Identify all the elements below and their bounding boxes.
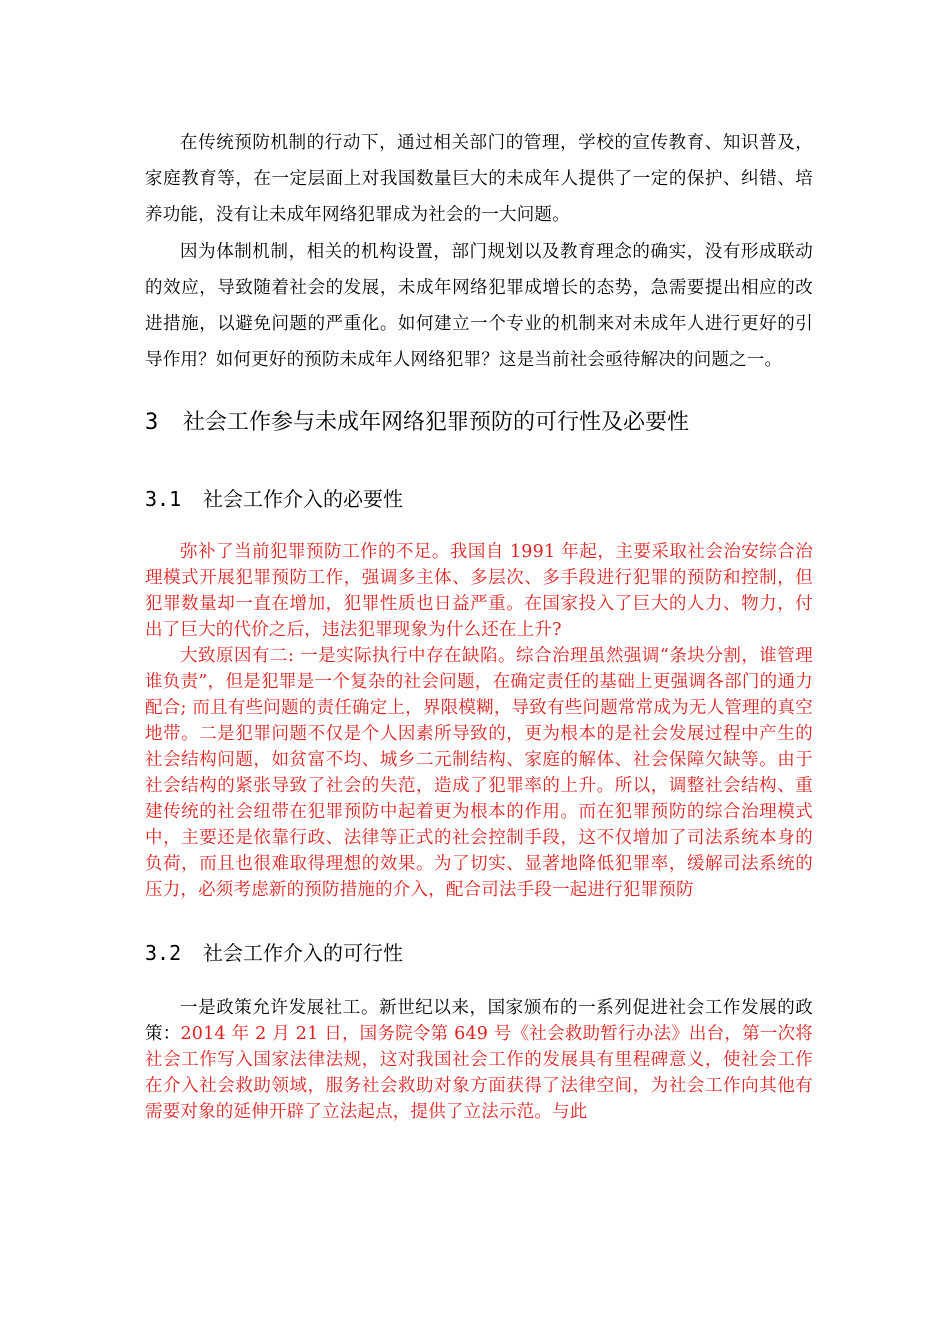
paragraph-policy-support: [145, 995, 813, 1125]
paragraph-policy-support-intro: 一是政策允许发展社工。新世纪以来，国家颁布的一系列促进社会工作发展的政策：: [145, 998, 813, 1045]
heading-section-3-1-title: 社会工作介入的必要性: [203, 487, 403, 512]
heading-section-3-2: [145, 939, 813, 967]
heading-section-3-2-title: 社会工作介入的可行性: [203, 941, 403, 966]
page-content: [145, 125, 813, 1125]
heading-section-3-title: 社会工作参与未成年网络犯罪预防的可行性及必要性: [183, 410, 690, 436]
heading-section-3: [145, 408, 813, 438]
heading-section-3-1-number: 3.1: [145, 487, 182, 512]
paragraph-two-reasons: 大致原因有二: 一是实际执行中存在缺陷。综合治理虽然强调“条块分割，谁管理谁负责”，但是犯罪是一个复杂的社会问题，在确定责任的基础上更强调各部门的通力配合; 而且有些问题的责任确定上，界限模糊，导致有些问题常常成为无人管理的真空地带。二是犯罪问题不仅是个人因素所导致的，更为根本的是社会发展过程中产生的社会结构问题，如贫富不均、城乡二元制结构、家庭的解体、社会保障欠缺等。由于社会结构的紧张导致了社会的失范，造成了犯罪率的上升。所以，调整社会结构、重建传统的社会纽带在犯罪预防中起着更为根本的作用。而在犯罪预防的综合治理模式中，主要还是依靠行政、法律等正式的社会控制手段，这不仅增加了司法系统本身的负荷，而且也很难取得理想的效果。为了切实、显著地降低犯罪率，缓解司法系统的压力，必须考虑新的预防措施的介入，配合司法手段一起进行犯罪预防: [145, 646, 813, 901]
heading-section-3-2-number: 3.2: [145, 941, 182, 966]
paragraph-policy-support-highlight: 2014 年 2 月 21 日，国务院令第 649 号《社会救助暂行办法》出台，第一次将社会工作写入国家法律法规，这对我国社会工作的发展具有里程碑意义，使社会工作在介入社会救助领域，服务社会救助对象方面获得了法律空间，为社会工作向其他有需要对象的延伸开辟了立法起点，提供了立法示范。与此: [145, 1024, 814, 1123]
paragraph-prevention-gap: 弥补了当前犯罪预防工作的不足。我国自 1991 年起，主要采取社会治安综合治理模式开展犯罪预防工作，强调多主体、多层次、多手段进行犯罪的预防和控制，但犯罪数量却一直在增加，犯罪性质也日益严重。在国家投入了巨大的人力、物力，付出了巨大的代价之后，违法犯罪现象为什么还在上升?: [145, 542, 813, 641]
heading-section-3-number: 3: [145, 410, 159, 436]
paragraph-traditional-prevention: 在传统预防机制的行动下，通过相关部门的管理，学校的宣传教育、知识普及，家庭教育等，在一定层面上对我国数量巨大的未成年人提供了一定的保护、纠错、培养功能，没有让未成年网络犯罪成为社会的一大问题。: [145, 133, 813, 226]
paragraph-institutional-issues: 因为体制机制，相关的机构设置，部门规划以及教育理念的确实，没有形成联动的效应，导致随着社会的发展，未成年网络犯罪成增长的态势，急需要提出相应的改进措施，以避免问题的严重化。如何建立一个专业的机制来对未成年人进行更好的引导作用？如何更好的预防未成年人网络犯罪？这是当前社会亟待解决的问题之一。: [145, 241, 813, 371]
heading-section-3-1: [145, 485, 813, 513]
section-3-1-body: [145, 539, 813, 903]
